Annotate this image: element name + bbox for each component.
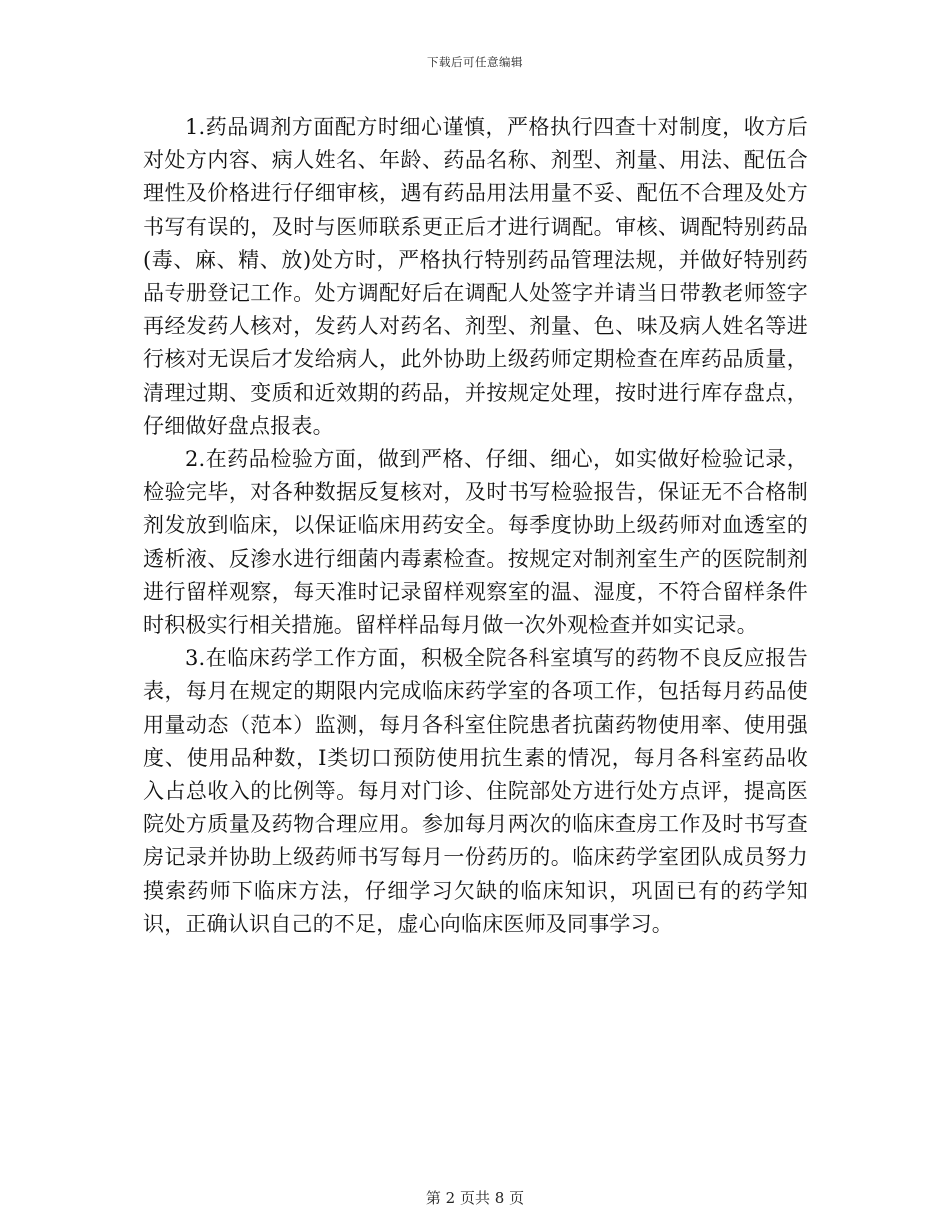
paragraph-clinical-pharmacy: 3.在临床药学工作方面，积极全院各科室填写的药物不良反应报告表，每月在规定的期限内完成临床药学室的各项工作，包括每月药品使用量动态（范本）监测，每月各科室住院患者抗菌药物使用率、使用强度、使用品种数，Ⅰ类切口预防使用抗生素的情况，每月各科室药品收入占总收入的比例等。每月对门诊、住院部处方进行处方点评，提高医院处方质量及药物合理应用。参加每月两次的临床查房工作及时书写查房记录并协助上级药师书写每月一份药历的。临床药学室团队成员努力摸索药师下临床方法，仔细学习欠缺的临床知识，巩固已有的药学知识，正确认识自己的不足，虚心向临床医师及同事学习。 [143,646,808,936]
page-number-footer: 第 2 页共 8 页 [425,1189,525,1207]
paragraph-dispensing: 1.药品调剂方面配方时细心谨慎，严格执行四查十对制度，收方后对处方内容、病人姓名、年龄、药品名称、剂型、剂量、用法、配伍合理性及价格进行仔细审核，遇有药品用法用量不妥、配伍不合理及处方书写有误的，及时与医师联系更正后才进行调配。审核、调配特别药品(毒、麻、精、放)处方时，严格执行特别药品管理法规，并做好特别药品专册登记工作。处方调配好后在调配人处签字并请当日带教老师签字再经发药人核对，发药人对药名、剂型、剂量、色、味及病人姓名等进行核对无误后才发给病人，此外协助上级药师定期检查在库药品质量，清理过期、变质和近效期的药品，并按规定处理，按时进行库存盘点，仔细做好盘点报表。 [143,115,808,438]
page-header: 下载后可任意编辑 [427,55,523,69]
paragraph-inspection: 2.在药品检验方面，做到严格、仔细、细心，如实做好检验记录，检验完毕，对各种数据反复核对，及时书写检验报告，保证无不合格制剂发放到临床，以保证临床用药安全。每季度协助上级药师对血透室的透析液、反渗水进行细菌内毒素检查。按规定对制剂室生产的医院制剂进行留样观察，每天准时记录留样观察室的温、湿度，不符合留样条件时积极实行相关措施。留样样品每月做一次外观检查并如实记录。 [143,447,808,638]
document-body [143,111,808,941]
